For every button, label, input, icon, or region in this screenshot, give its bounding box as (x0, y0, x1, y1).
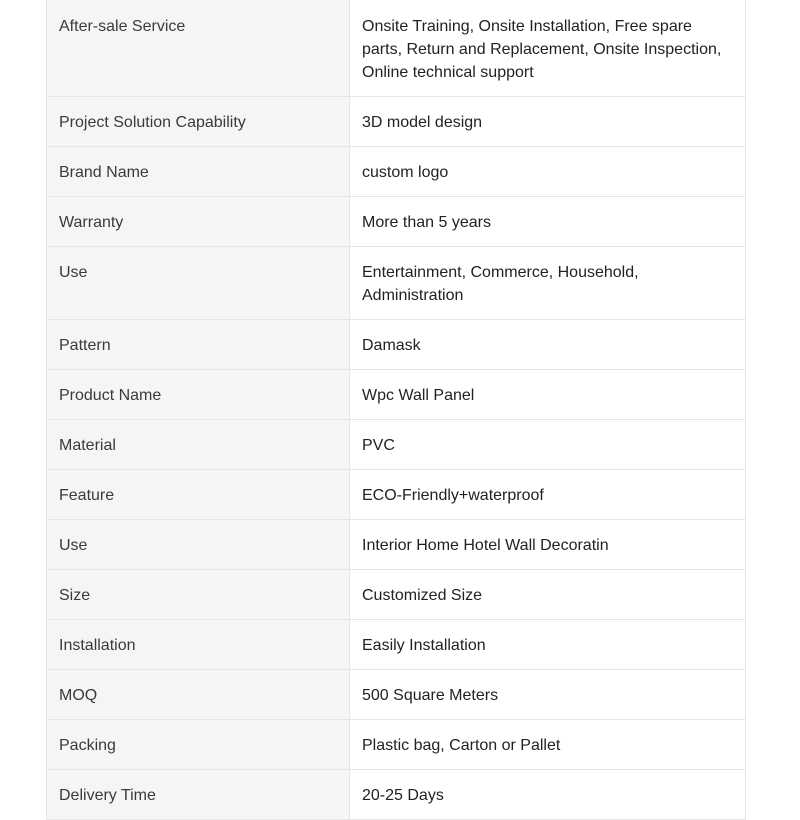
spec-label: Warranty (47, 197, 350, 247)
spec-value: Onsite Training, Onsite Installation, Free spare parts, Return and Replacement, Onsite Inspection, Online technical support (350, 0, 746, 97)
spec-row-feature (47, 470, 746, 520)
spec-value: 20-25 Days (350, 770, 746, 820)
spec-value: ECO-Friendly+waterproof (350, 470, 746, 520)
spec-row-use (47, 247, 746, 320)
spec-row-packing (47, 720, 746, 770)
spec-value: Interior Home Hotel Wall Decoratin (350, 520, 746, 570)
spec-label: Size (47, 570, 350, 620)
spec-row-material (47, 420, 746, 470)
spec-row-use-interior (47, 520, 746, 570)
spec-label: Brand Name (47, 147, 350, 197)
spec-row-moq (47, 670, 746, 720)
spec-label: Delivery Time (47, 770, 350, 820)
spec-label: After-sale Service (47, 0, 350, 97)
spec-label: Installation (47, 620, 350, 670)
spec-label: Project Solution Capability (47, 97, 350, 147)
spec-value: Plastic bag, Carton or Pallet (350, 720, 746, 770)
spec-table-body (47, 0, 746, 820)
spec-row-installation (47, 620, 746, 670)
spec-row-delivery-time (47, 770, 746, 820)
spec-row-project-solution-capability (47, 97, 746, 147)
spec-row-warranty (47, 197, 746, 247)
spec-value: Customized Size (350, 570, 746, 620)
product-spec-table (46, 0, 746, 820)
spec-value: More than 5 years (350, 197, 746, 247)
spec-label: MOQ (47, 670, 350, 720)
spec-row-pattern (47, 320, 746, 370)
spec-label: Pattern (47, 320, 350, 370)
spec-value: 500 Square Meters (350, 670, 746, 720)
spec-label: Use (47, 247, 350, 320)
spec-row-product-name (47, 370, 746, 420)
spec-row-size (47, 570, 746, 620)
spec-row-brand-name (47, 147, 746, 197)
spec-label: Packing (47, 720, 350, 770)
spec-value: Easily Installation (350, 620, 746, 670)
spec-value: Wpc Wall Panel (350, 370, 746, 420)
spec-label: Feature (47, 470, 350, 520)
spec-label: Product Name (47, 370, 350, 420)
spec-value: 3D model design (350, 97, 746, 147)
spec-label: Material (47, 420, 350, 470)
spec-value: custom logo (350, 147, 746, 197)
spec-value: Entertainment, Commerce, Household, Administration (350, 247, 746, 320)
spec-row-after-sale-service (47, 0, 746, 97)
spec-label: Use (47, 520, 350, 570)
spec-value: Damask (350, 320, 746, 370)
spec-value: PVC (350, 420, 746, 470)
